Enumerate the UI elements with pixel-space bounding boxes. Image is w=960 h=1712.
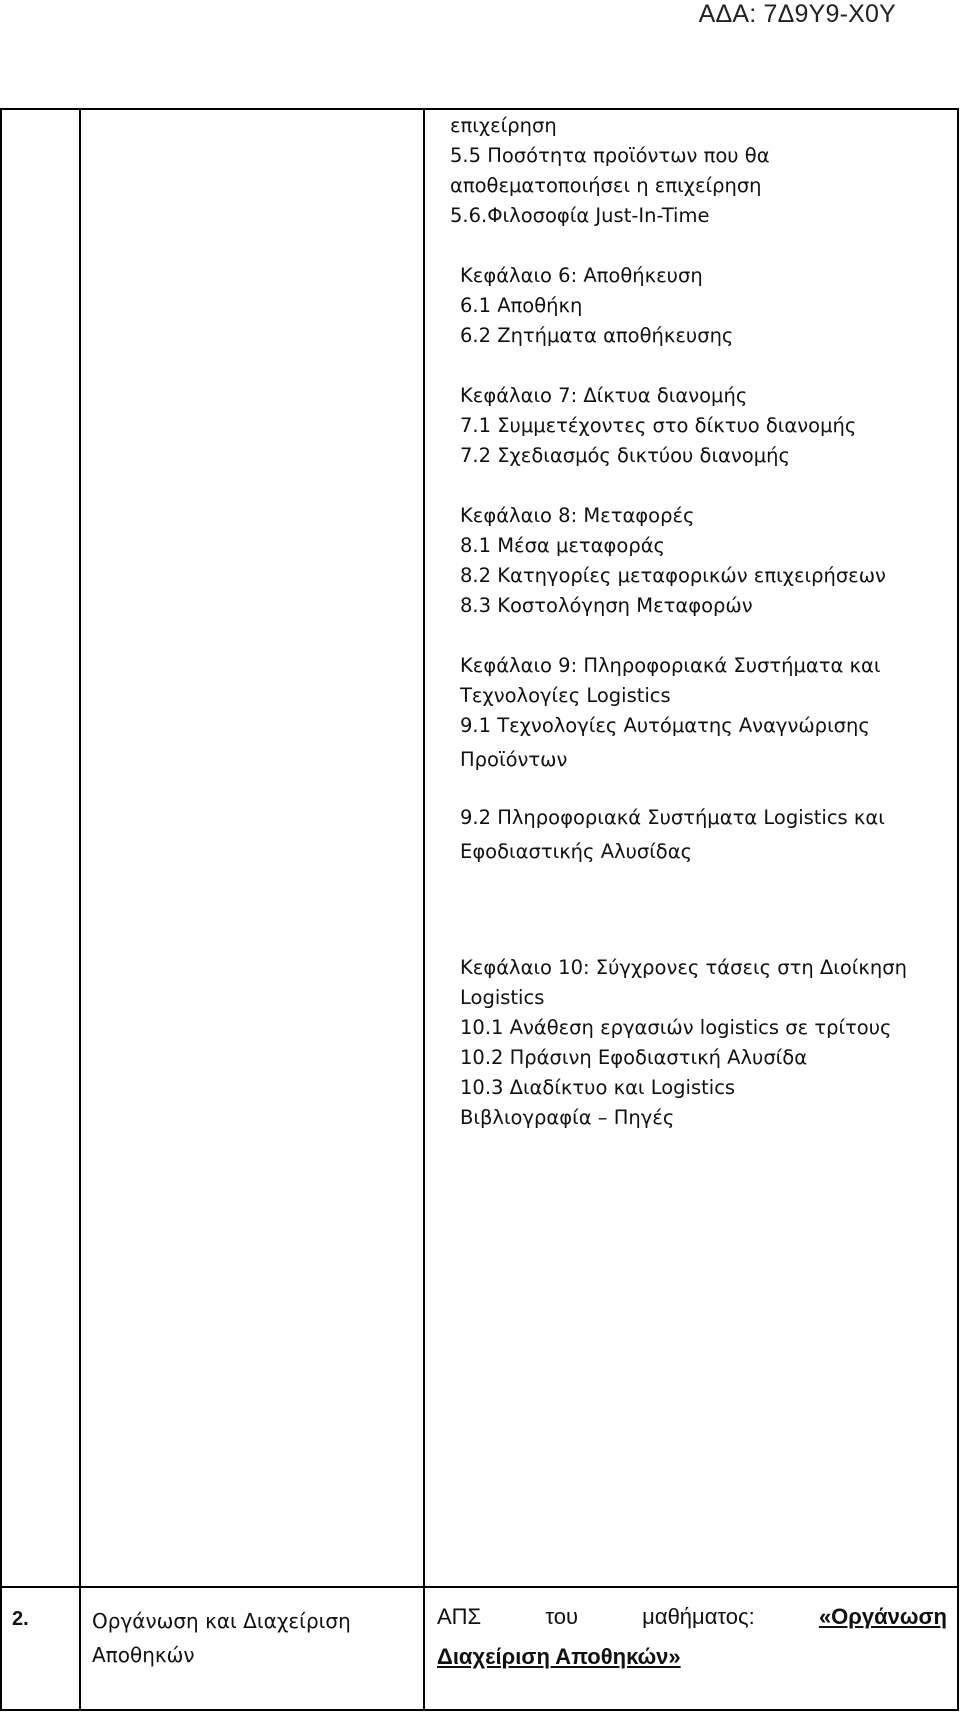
chapter-heading: Κεφάλαιο 9: Πληροφοριακά Συστήματα και: [460, 654, 881, 677]
col-border-right: [957, 108, 959, 1711]
content-line: 9.2 Πληροφοριακά Συστήματα Logistics και: [460, 806, 885, 829]
content-line: 7.2 Σχεδιασμός δικτύου διανομής: [460, 444, 790, 467]
col-divider-1: [79, 108, 81, 1711]
aps-course-name-end: Διαχείριση Αποθηκών»: [437, 1644, 681, 1669]
content-line: 9.1 Τεχνολογίες Αυτόματης Αναγνώρισης: [460, 714, 870, 737]
chapter-heading: Κεφάλαιο 10: Σύγχρονες τάσεις στη Διοίκηση: [460, 956, 907, 979]
content-line: Προϊόντων: [460, 748, 568, 771]
content-line: 10.2 Πράσινη Εφοδιαστική Αλυσίδα: [460, 1046, 808, 1069]
aps-course-name-start: «Οργάνωση: [818, 1604, 947, 1629]
chapter-list: [450, 111, 920, 1133]
chapter-heading: Κεφάλαιο 7: Δίκτυα διανομής: [460, 384, 748, 407]
content-line: 8.3 Κοστολόγηση Μεταφορών: [460, 594, 753, 617]
content-line: 8.1 Μέσα μεταφοράς: [460, 534, 665, 557]
chapter-heading: Κεφάλαιο 8: Μεταφορές: [460, 504, 695, 527]
content-line: αποθεματοποιήσει η επιχείρηση: [450, 174, 762, 197]
content-line: Εφοδιαστικής Αλυσίδας: [460, 840, 693, 863]
content-line: επιχείρηση: [450, 114, 557, 137]
content-line: 6.1 Αποθήκη: [460, 294, 583, 317]
table-bottom-border: [0, 1709, 959, 1711]
row-divider: [0, 1586, 959, 1588]
aps-description: [437, 1600, 947, 1674]
content-line: 6.2 Ζητήματα αποθήκευσης: [460, 324, 734, 347]
aps-word: ΑΠΣ: [437, 1604, 482, 1629]
content-line: 10.3 Διαδίκτυο και Logistics: [460, 1076, 736, 1099]
content-line: 8.2 Κατηγορίες μεταφορικών επιχειρήσεων: [460, 564, 886, 587]
course-title: [92, 1604, 412, 1672]
aps-word: του: [545, 1604, 578, 1629]
course-title-line1: Οργάνωση και Διαχείριση: [92, 1609, 351, 1633]
col-divider-2: [423, 108, 425, 1711]
content-line: 7.1 Συμμετέχοντες στο δίκτυο διανομής: [460, 414, 857, 437]
content-line: Logistics: [460, 986, 545, 1009]
ada-code: ΑΔΑ: 7Δ9Υ9-Χ0Υ: [698, 0, 896, 28]
content-line: Βιβλιογραφία – Πηγές: [460, 1106, 675, 1129]
aps-word: μαθήματος:: [642, 1604, 755, 1629]
content-line: 10.1 Ανάθεση εργασιών logistics σε τρίτους: [460, 1016, 892, 1039]
col-border-left: [0, 108, 2, 1711]
row-number: 2.: [12, 1608, 29, 1630]
content-line: 5.5 Ποσότητα προϊόντων που θα: [450, 144, 770, 167]
course-title-line2: Αποθηκών: [92, 1643, 195, 1667]
content-line: 5.6.Φιλοσοφία Just-In-Time: [450, 204, 710, 227]
table-top-border: [0, 108, 959, 110]
content-line: Τεχνολογίες Logistics: [460, 684, 671, 707]
chapter-heading: Κεφάλαιο 6: Αποθήκευση: [460, 264, 703, 287]
